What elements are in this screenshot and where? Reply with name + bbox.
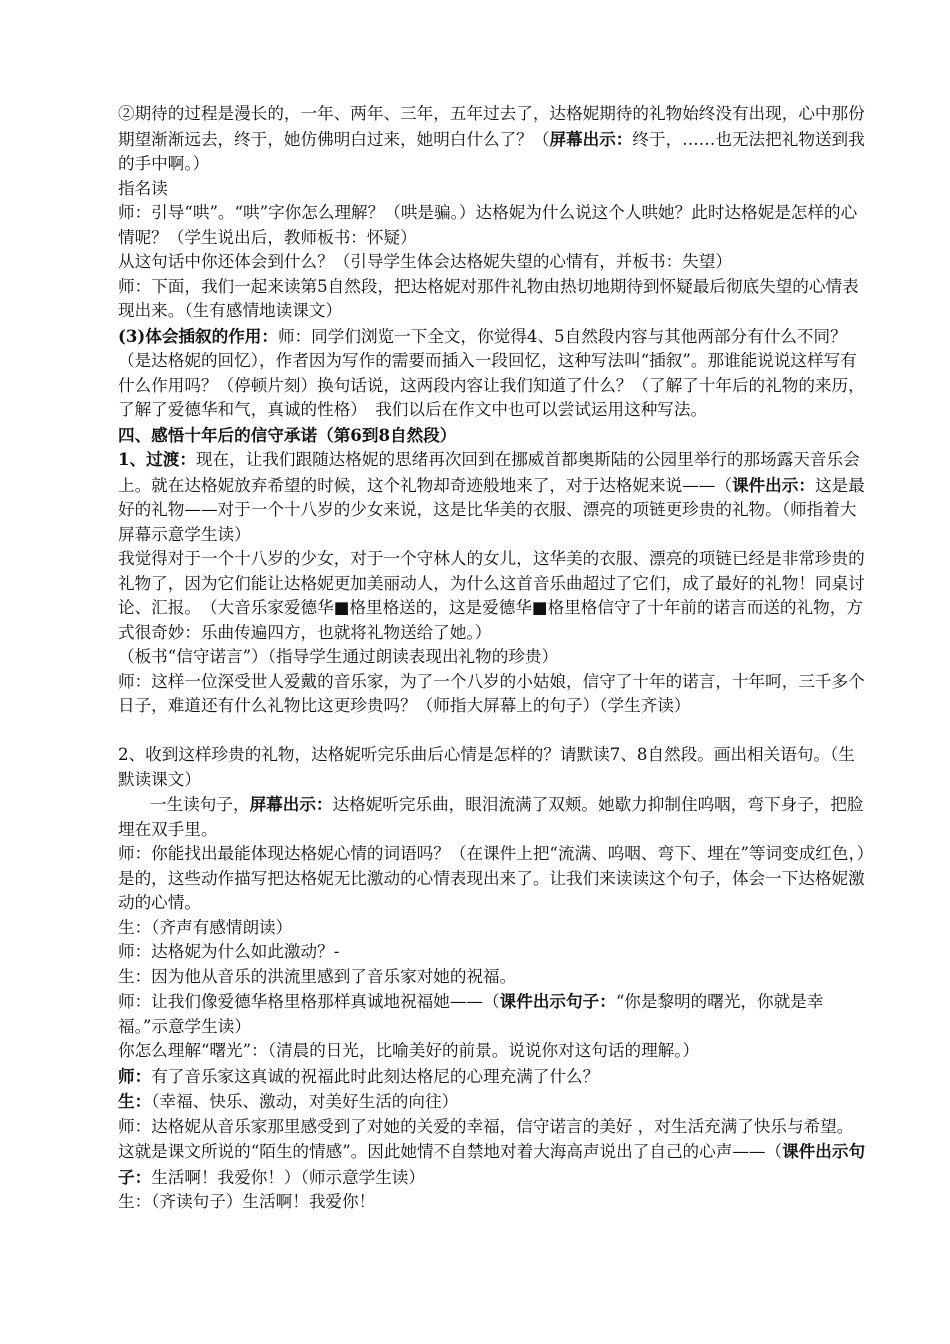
bold-label: 课件出示句子： xyxy=(499,991,616,1011)
section-heading: 四、感悟十年后的信守承诺（第6到8自然段） xyxy=(118,424,457,445)
paragraph xyxy=(118,792,866,842)
bold-label: 屏幕出示： xyxy=(249,794,333,814)
text-run: 师：让我们像爱德华格里格那样真诚地祝福她——（ xyxy=(118,992,500,1011)
paragraph xyxy=(118,447,866,547)
paragraph: 师：达格妮为什么如此激动？- xyxy=(118,942,340,961)
bold-label: 屏幕出示： xyxy=(549,128,633,149)
text-run: 达格妮听完乐曲，眼泪流满了双颊。她歇力抑制住呜咽，弯下身子，把脸埋在双手里。 xyxy=(118,795,864,839)
paragraph: 师：你能找出最能体现达格妮心情的词语吗？（在课件上把“流满、呜咽、弯下、埋在”等词变成红色，）是的，这些动作描写把达格妮无比激动的心情表现出来了。让我们来读读这个句子，体会一下达格妮激动的心情。 xyxy=(118,844,866,912)
paragraph: 生：（齐声有感情朗读） xyxy=(118,917,293,937)
text-run: 一生读句子， xyxy=(150,795,250,814)
bold-label: 生： xyxy=(118,1091,152,1111)
paragraph: 师：这样一位深受世人爱戴的音乐家，为了一个八岁的小姑娘，信守了十年的诺言，十年呵，三千多个日子，难道还有什么礼物比这更珍贵吗？（师指大屏幕上的句子）（学生齐读） xyxy=(118,671,865,715)
text-run: 现在，让我们跟随达格妮的思绪再次回到在挪威首都奥斯陆的公园里举行的那场露天音乐会上。就在达格妮放弃希望的时候，这个礼物却奇迹般地来了，对于达格妮来说——（ xyxy=(118,450,860,495)
document-body xyxy=(118,102,866,1215)
paragraph: 2、收到这样珍贵的礼物，达格妮听完乐曲后心情是怎样的？请默读7、8自然段。画出相关语句。（生默读课文） xyxy=(118,745,855,789)
paragraph: 师：下面，我们一起来读第5自然段，把达格妮对那件礼物由热切地期待到怀疑最后彻底失望的心情表现出来。（生有感情地读课文） xyxy=(118,276,859,320)
paragraph: （板书“信守诺言”）（指导学生通过朗读表现出礼物的珍贵） xyxy=(118,647,559,666)
paragraph: 师：引导“哄”。“哄”字你怎么理解？（哄是骗。）达格妮为什么说这个人哄她？此时达格妮是怎样的心情呢？（学生说出后，教师板书：怀疑） xyxy=(118,203,858,247)
blank-line xyxy=(118,719,866,744)
text-run: 有了音乐家这真诚的祝福此时此刻达格尼的心理充满了什么？ xyxy=(151,1066,600,1086)
paragraph: 生：（齐读句子）生活啊！我爱你！ xyxy=(118,1192,376,1211)
text-run: 这是最好的礼物——对于一个十八岁的少女来说，这是比华美的衣服、漂亮的项链更珍贵的礼物。（师指着大屏幕示意学生读） xyxy=(118,475,865,544)
paragraph: 生：因为他从音乐的洪流里感到了音乐家对她的祝福。 xyxy=(118,966,517,986)
paragraph: 你怎么理解“曙光”：（清晨的日光，比喻美好的前景。说说你对这句话的理解。） xyxy=(118,1041,700,1060)
paragraph xyxy=(118,102,866,177)
paragraph: 我觉得对于一个十八岁的少女，对于一个守林人的女儿，这华美的衣服、漂亮的项链已经是非常珍贵的礼物了，因为它们能让达格妮更加美丽动人，为什么这首音乐曲超过了它们，成了最好的礼物！同桌讨论、汇报。 （大音乐家爱德华■格里格送的，这是爱德华■格里格信守了十年前的诺言而送的礼物，方式很奇妙：乐曲传遍四方，也就将礼物送给了她。） xyxy=(118,549,865,642)
text-run: “你是黎明的曙光，你就是幸福。”示意学生读） xyxy=(118,992,824,1036)
paragraph xyxy=(118,1064,866,1090)
paragraph xyxy=(118,989,866,1039)
paragraph: 指名读 xyxy=(118,178,168,198)
bold-label: 课件出示句子： xyxy=(118,1141,866,1187)
bold-label: 师： xyxy=(118,1065,152,1086)
bold-label: (3)体会插叙的作用： xyxy=(118,325,278,346)
paragraph xyxy=(118,1115,866,1191)
text-run: 师：同学们浏览一下全文，你觉得4、5自然段内容与其他两部分有什么不同？（是达格妮的回忆），作者因为写作的需要而插入一段回忆，这种写法叫“插叙”。那谁能说说这样写有什么作用吗？（停顿片刻）换句话说，这两段内容让我们知道了什么？（了解了十年后的礼物的来历，了解了爱德华和气，真诚的性格） 我们以后在作文中也可以尝试运用这种写法。 xyxy=(118,326,865,419)
text-run: 终于，……也无法把礼物送到我的手中啊。） xyxy=(118,129,865,173)
paragraph xyxy=(118,1089,866,1115)
paragraph xyxy=(118,324,866,423)
text-run: （幸福、快乐、激动，对美好生活的向往） xyxy=(151,1092,459,1111)
bold-label: 1、过渡： xyxy=(118,449,196,469)
bold-label: 课件出示： xyxy=(731,474,815,495)
paragraph: 从这句话中你还体会到什么？（引导学生体会达格妮失望的心情有，并板书：失望） xyxy=(118,252,732,271)
text-run: 师：达格妮从音乐家那里感受到了对她的关爱的幸福，信守诺言的美好 ，对生活充满了快乐与希望。这就是课文所说的“陌生的情感”。因此她情不自禁地对着大海高声说出了自己的心声——（ xyxy=(118,1116,854,1161)
text-run: ②期待的过程是漫长的，一年、两年、三年，五年过去了，达格妮期待的礼物始终没有出现，心中那份期望渐渐远去，终于，她仿佛明白过来，她明白什么了？（ xyxy=(118,104,865,149)
text-run: 生活啊！我爱你！）（师示意学生读） xyxy=(151,1167,425,1187)
